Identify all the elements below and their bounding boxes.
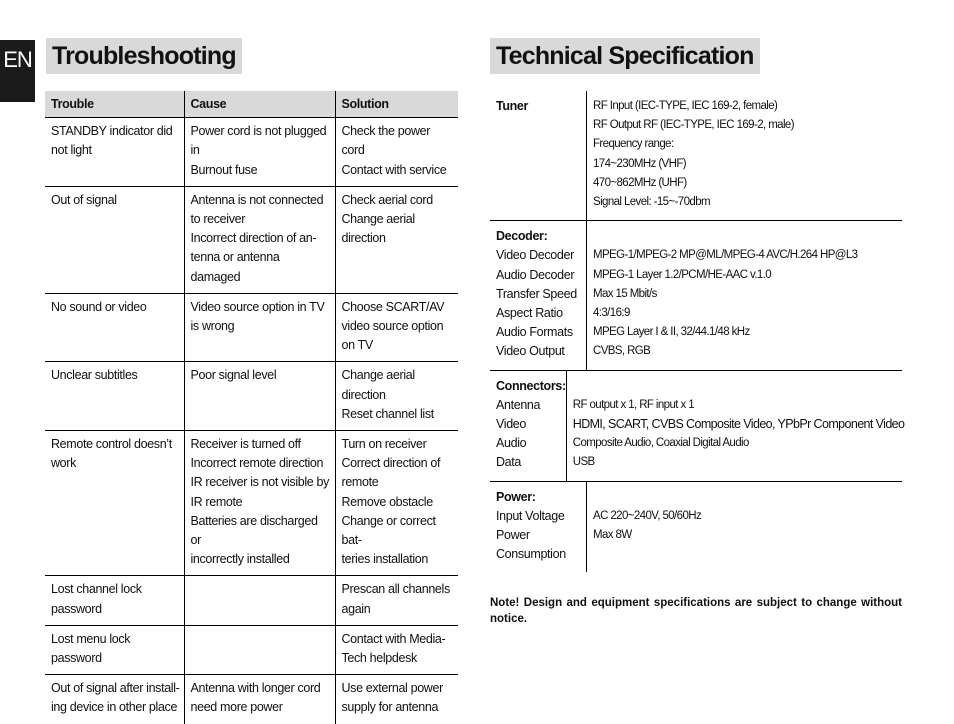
solution-line: Remove obstacle (341, 494, 433, 509)
table-row (45, 576, 458, 625)
header-solution: Solution (335, 91, 458, 118)
trouble-cell (45, 293, 184, 362)
solution-line: video source option (341, 319, 444, 334)
spec-labels (490, 91, 587, 220)
solution-cell (335, 118, 458, 187)
cause-line: Incorrect remote direction (190, 456, 324, 471)
cause-cell (184, 293, 335, 362)
spec-block (490, 370, 905, 481)
spec-value (573, 377, 905, 396)
spec-label: Audio Decoder (496, 267, 575, 282)
spec-value: CVBS, RGB (593, 345, 651, 358)
spec-value: 4:3/16:9 (593, 307, 630, 320)
note-text: Note! Design and equipment specifications are subject to change without notice. (490, 597, 902, 625)
trouble-line: Remote control doesn’t (51, 437, 172, 452)
spec-section-title: Decoder: (496, 229, 548, 244)
spec-values (587, 482, 902, 573)
trouble-line: No sound or video (51, 299, 147, 314)
spec-label: Consumption (496, 547, 566, 562)
trouble-line: Lost channel lock (51, 582, 142, 597)
spec-value: RF Input (IEC-TYPE, IEC 169-2, female) (593, 100, 778, 112)
trouble-line: not light (51, 143, 92, 158)
solution-line: Turn on receiver (341, 437, 427, 452)
trouble-line: Lost menu lock password (51, 631, 131, 666)
cause-cell (184, 186, 335, 293)
solution-line: on TV (341, 338, 373, 353)
solution-line: again (341, 601, 371, 616)
cause-line: IR remote (190, 494, 243, 509)
troubleshooting-rows (45, 118, 458, 724)
spec-values (567, 371, 905, 481)
spec-value: Frequency range: (593, 138, 674, 151)
solution-line: Contact with service (341, 162, 447, 177)
spec-value: Signal Level: -15~-70dbm (593, 196, 710, 209)
spec-label: Audio (496, 436, 527, 451)
spec-label: Video (496, 417, 526, 432)
spec-label: Video Output (496, 344, 565, 359)
cause-line: Antenna is not connected (190, 192, 324, 207)
spec-labels (490, 482, 587, 573)
spec-label: Aspect Ratio (496, 306, 563, 321)
spec-value (593, 488, 902, 507)
language-tab: EN (0, 40, 35, 102)
trouble-line: STANDBY indicator did (51, 124, 173, 139)
table-row (45, 186, 458, 293)
spec-section-title: Tuner (496, 99, 529, 113)
spec-values (587, 91, 902, 220)
spec-label: Input Voltage (496, 508, 565, 523)
table-row (45, 362, 458, 431)
cause-line: incorrectly installed (190, 552, 290, 567)
cause-line: Batteries are discharged or (190, 513, 318, 548)
cause-line: IR receiver is not visible by (190, 475, 330, 490)
solution-cell (335, 293, 458, 362)
cause-line: to receiver (190, 212, 246, 227)
table-row (45, 118, 458, 187)
solution-cell (335, 362, 458, 431)
spec-value: USB (572, 456, 595, 469)
spec-value: Max 15 Mbit/s (593, 287, 657, 300)
cause-line: Receiver is turned off (190, 437, 301, 452)
solution-line: Choose SCART/AV (341, 299, 445, 314)
trouble-line: Out of signal after install- (51, 681, 180, 696)
cause-line: need more power (190, 700, 283, 715)
troubleshooting-title: Troubleshooting (46, 38, 242, 74)
trouble-line: password (51, 601, 102, 616)
spec-label: Audio Formats (496, 325, 573, 340)
cause-line: Antenna with longer cord (190, 681, 321, 696)
table-row (45, 675, 458, 724)
spec-label: Transfer Speed (496, 286, 577, 301)
cause-line: Burnout fuse (190, 162, 258, 177)
spec-section-title: Connectors: (496, 378, 566, 393)
trouble-line: ing device in other place (51, 700, 178, 715)
solution-cell (335, 675, 458, 724)
cause-line: Incorrect direction of an- (190, 231, 317, 246)
cause-cell (184, 675, 335, 724)
spec-value: Max 8W (593, 529, 632, 542)
spec-labels (490, 371, 567, 481)
solution-line: Change aerial direction (341, 212, 415, 246)
solution-line: teries installation (341, 552, 428, 567)
solution-line: Reset channel list (341, 406, 434, 421)
solution-line: Correct direction of (341, 456, 441, 471)
cause-line: Power cord is not plugged in (190, 124, 327, 158)
solution-cell (335, 431, 458, 576)
cause-cell (184, 362, 335, 431)
solution-line: Contact with Media- (341, 631, 446, 646)
specification-table (490, 91, 905, 572)
solution-line: Use external power (341, 681, 443, 696)
spec-label: Antenna (496, 397, 541, 412)
table-row (45, 625, 458, 674)
trouble-cell (45, 576, 184, 625)
spec-value: MPEG-1/MPEG-2 MP@ML/MPEG-4 AVC/H.264 HP@L3 (593, 249, 858, 262)
spec-value: RF output x 1, RF input x 1 (572, 398, 694, 411)
cause-cell (184, 431, 335, 576)
trouble-cell (45, 675, 184, 724)
spec-value: HDMI, SCART, CVBS Composite Video, YPbPr Component Video (572, 417, 905, 432)
spec-block (490, 481, 902, 573)
cause-line: tenna or antenna damaged (190, 250, 280, 284)
solution-line: Check aerial cord (341, 192, 433, 207)
solution-cell (335, 576, 458, 625)
spec-label: Data (496, 455, 522, 470)
cause-line: Video source option in TV (190, 299, 325, 314)
solution-line: supply for antenna (341, 700, 439, 715)
trouble-line: Out of signal (51, 192, 117, 207)
solution-cell (335, 186, 458, 293)
troubleshooting-table (45, 91, 458, 724)
solution-line: Change aerial direction (341, 368, 415, 402)
spec-value: AC 220~240V, 50/60Hz (593, 509, 702, 522)
trouble-line: work (51, 456, 76, 471)
cause-line: Poor signal level (190, 368, 277, 383)
solution-line: Check the power cord (341, 124, 431, 158)
cause-line: is wrong (190, 319, 235, 334)
spec-labels (490, 221, 587, 369)
spec-block (490, 220, 902, 369)
technical-specification-title: Technical Specification (490, 38, 760, 74)
spec-value: 470~862MHz (UHF) (593, 176, 687, 189)
spec-value: 174~230MHz (VHF) (593, 157, 686, 170)
spec-label: Video Decoder (496, 248, 574, 263)
spec-value: RF Output RF (IEC-TYPE, IEC 169-2, male) (593, 119, 794, 132)
cause-cell (184, 576, 335, 625)
cause-cell (184, 118, 335, 187)
table-header-row (45, 91, 458, 118)
solution-line: Prescan all channels (341, 582, 450, 597)
header-cause: Cause (184, 91, 335, 118)
spec-value: MPEG Layer I & II, 32/44.1/48 kHz (593, 326, 750, 339)
spec-value: Composite Audio, Coaxial Digital Audio (572, 437, 749, 450)
spec-values (587, 221, 902, 369)
table-row (45, 431, 458, 576)
spec-value (593, 227, 902, 246)
spec-label: Power (496, 528, 530, 543)
trouble-cell (45, 431, 184, 576)
solution-cell (335, 625, 458, 674)
trouble-cell (45, 118, 184, 187)
trouble-cell (45, 362, 184, 431)
solution-line: remote (341, 475, 379, 490)
trouble-cell (45, 625, 184, 674)
trouble-line: Unclear subtitles (51, 368, 138, 383)
cause-cell (184, 625, 335, 674)
table-row (45, 293, 458, 362)
solution-line: Change or correct bat- (341, 513, 436, 548)
spec-value: MPEG-1 Layer 1.2/PCM/HE-AAC v.1.0 (593, 268, 772, 281)
spec-block (490, 91, 902, 220)
spec-section-title: Power: (496, 489, 536, 504)
solution-line: Tech helpdesk (341, 651, 417, 666)
trouble-cell (45, 186, 184, 293)
header-trouble: Trouble (45, 91, 184, 118)
